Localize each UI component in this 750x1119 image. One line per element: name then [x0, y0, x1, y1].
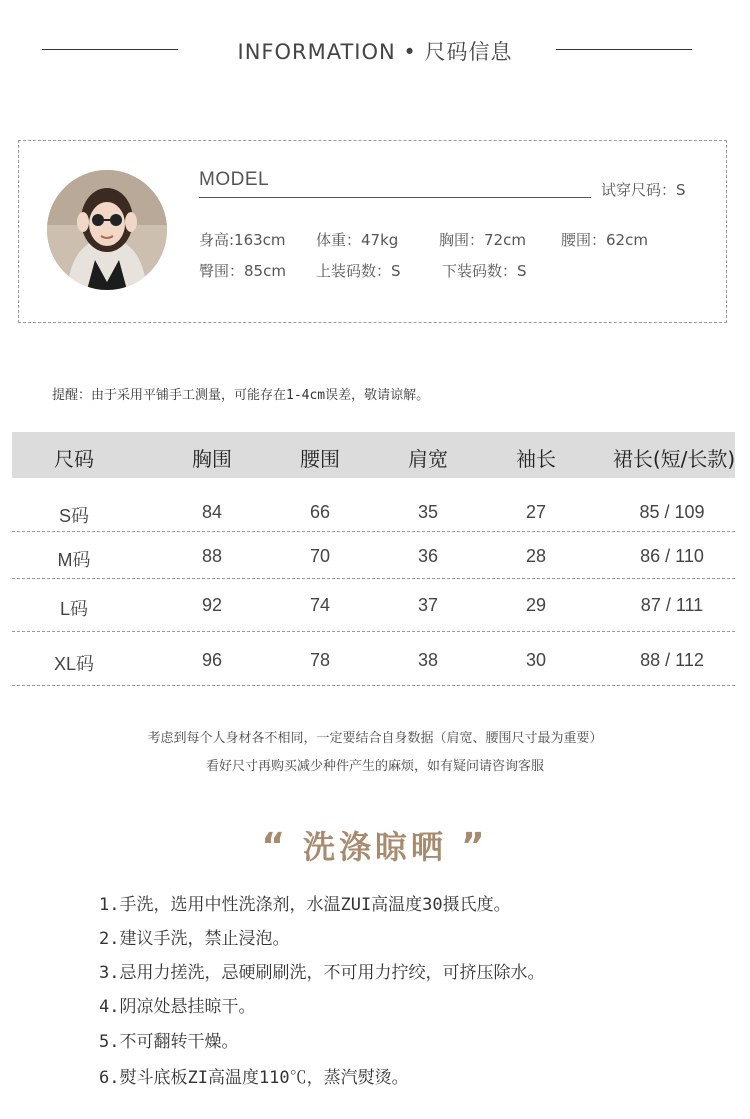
table-cell: 38 — [417, 650, 439, 670]
list-item: 2.建议手洗，禁止浸泡。 — [99, 929, 290, 949]
list-item: 5.不可翻转干燥。 — [99, 1032, 239, 1052]
table-cell: 87 / 111 — [640, 595, 704, 615]
header-size: 尺码 — [54, 447, 94, 471]
table-cell: 27 — [525, 502, 547, 522]
list-item: 6.熨斗底板ZI高温度110℃，蒸汽熨烫。 — [99, 1068, 409, 1088]
wash-title-text: 洗涤晾晒 — [302, 828, 447, 866]
table-cell: S码 — [58, 506, 90, 526]
model-label: MODEL — [199, 169, 270, 190]
customer-service-note: 看好尺寸再购买减少种件产生的麻烦，如有疑问请咨询客服 — [205, 759, 544, 774]
header-divider-right — [556, 49, 692, 50]
header-waist: 腰围 — [300, 447, 340, 471]
open-quote-mark: “ — [261, 826, 289, 867]
section-title: INFORMATION • 尺码信息 — [237, 40, 513, 64]
table-cell: L码 — [59, 599, 89, 619]
weight-stat: 体重：47kg — [316, 231, 399, 249]
header-shoulder: 肩宽 — [408, 447, 448, 471]
model-avatar — [47, 170, 167, 290]
table-cell: 35 — [417, 502, 439, 522]
header-bust: 胸围 — [192, 447, 232, 471]
fit-advice-note: 考虑到每个人身材各不相同，一定要结合自身数据（肩宽、腰围尺寸最为重要） — [147, 731, 603, 746]
table-cell: 66 — [309, 502, 331, 522]
table-cell: 85 / 109 — [639, 502, 705, 522]
header-skirt-length: 裙长(短/长款) — [612, 447, 736, 471]
section-header — [0, 30, 750, 70]
bust-stat: 胸围：72cm — [439, 231, 526, 249]
waist-stat: 腰围：62cm — [561, 231, 648, 249]
table-cell: 88 / 112 — [640, 650, 704, 670]
bottom-size-stat: 下装码数：S — [442, 262, 527, 280]
hip-stat: 臀围：85cm — [199, 262, 286, 280]
list-item: 1.手洗，选用中性洗涤剂，水温ZUI高温度30摄氏度。 — [99, 895, 511, 915]
header-sleeve: 袖长 — [516, 447, 556, 471]
table-row — [12, 478, 735, 532]
table-cell: XL码 — [53, 654, 95, 674]
top-size-stat: 上装码数：S — [316, 262, 401, 280]
model-info-card — [18, 140, 727, 323]
table-cell: 96 — [201, 650, 223, 670]
table-cell: 36 — [417, 546, 439, 566]
height-stat: 身高:163cm — [199, 231, 286, 249]
table-cell: M码 — [57, 550, 91, 570]
table-cell: 84 — [201, 502, 223, 522]
table-cell: 88 — [201, 546, 223, 566]
try-size-text: 试穿尺码：S — [601, 181, 686, 199]
table-cell: 78 — [309, 650, 331, 670]
table-cell: 86 / 110 — [640, 546, 704, 566]
table-cell: 28 — [525, 546, 547, 566]
measurement-notice: 提醒：由于采用平铺手工测量，可能存在1-4cm误差，敬请谅解。 — [52, 388, 430, 403]
table-cell: 30 — [525, 650, 547, 670]
model-underline — [199, 197, 591, 198]
wash-care-title — [0, 822, 750, 868]
table-cell: 29 — [525, 595, 547, 615]
table-cell: 74 — [309, 595, 331, 615]
table-cell: 70 — [309, 546, 331, 566]
table-row — [12, 532, 735, 579]
close-quote-mark: ” — [461, 826, 489, 867]
size-table-header — [12, 432, 735, 478]
table-cell: 92 — [201, 595, 223, 615]
table-cell: 37 — [417, 595, 439, 615]
size-table — [12, 432, 735, 686]
table-row — [12, 579, 735, 632]
list-item: 3.忌用力搓洗，忌硬刷刷洗，不可用力拧绞，可挤压除水。 — [99, 963, 545, 983]
model-photo-image — [47, 170, 167, 290]
list-item: 4.阴凉处悬挂晾干。 — [99, 997, 256, 1017]
table-row — [12, 632, 735, 686]
